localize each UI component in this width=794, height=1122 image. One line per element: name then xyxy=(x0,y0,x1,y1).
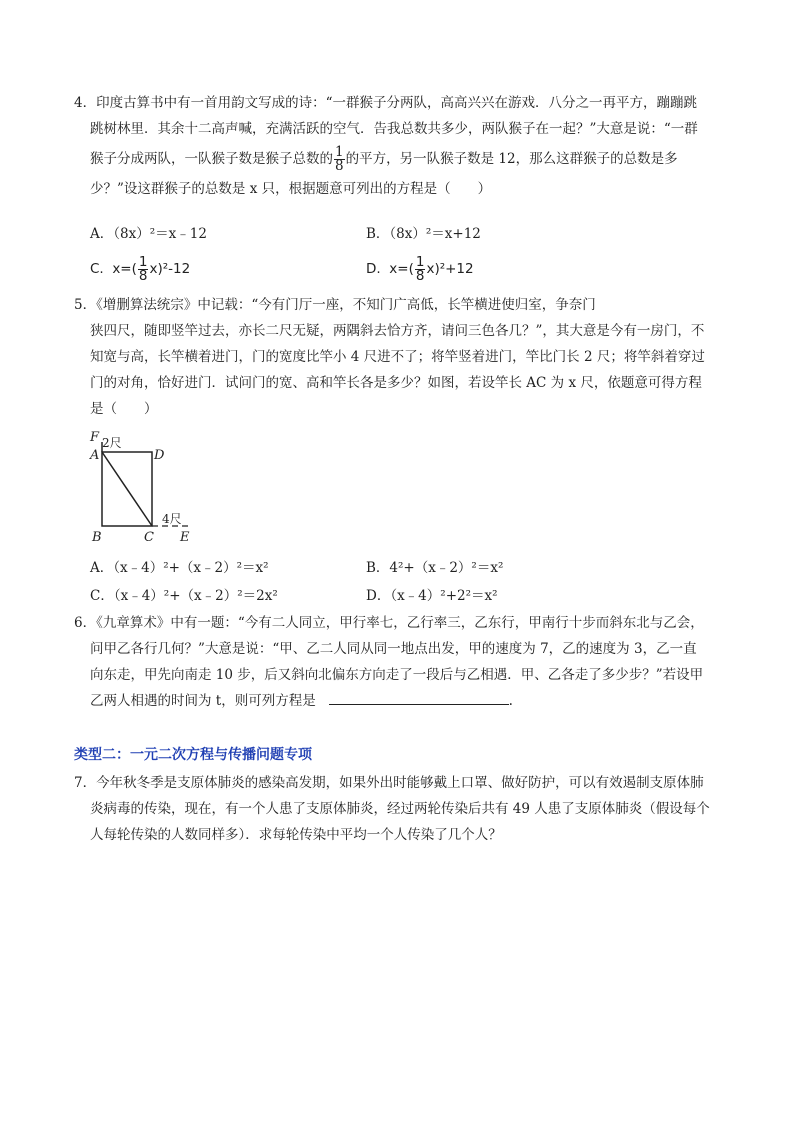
q4-option-d-prefix: D. xyxy=(366,261,381,277)
fraction-numerator: 1 xyxy=(335,144,344,160)
label-four-chi: 4尺 xyxy=(162,512,182,526)
q5-option-a: A．（x﹣4）²+（x﹣2）²＝x² xyxy=(90,560,269,576)
fraction-denominator: 8 xyxy=(138,267,148,284)
q7-line-1: 7．今年秋冬季是支原体肺炎的感染高发期，如果外出时能够戴上口罩、做好防护，可以有效遏制支原体肺 xyxy=(74,775,704,791)
q6-line-2: 问甲乙各行几何？”大意是说：“甲、乙二人同从同一地点出发，甲的速度为 7，乙的速度为 3，乙一直 xyxy=(90,641,697,657)
q5-line-2: 狭四尺，随即竖竿过去，亦长二尺无疑，两隅斜去恰方齐，请问三色各几？”，其大意是今有一房门，不 xyxy=(90,323,705,339)
q4-option-d-rhs: x)²+12 xyxy=(426,261,474,277)
q4-line-1: 4．印度古算书中有一首用韵文写成的诗：“一群猴子分两队，高高兴兴在游戏．八分之一再平方，蹦蹦跳 xyxy=(74,95,697,111)
q6-line-4 xyxy=(74,688,724,714)
q7-line-3: 人每轮传染的人数同样多）．求每轮传染中平均一个人传染了几个人？ xyxy=(90,827,502,843)
q4-line-3 xyxy=(74,142,724,176)
q5-option-d: D．（x﹣4）²+2²＝x² xyxy=(366,588,498,604)
answer-blank[interactable] xyxy=(329,690,509,705)
question-4 xyxy=(74,90,724,202)
q4-option-a: A．（8x）²＝x﹣12 xyxy=(90,226,207,242)
label-f: F xyxy=(90,430,100,445)
q7-line-2: 炎病毒的传染，现在，有一个人患了支原体肺炎，经过两轮传染后共有 49 人患了支原体肺炎（假设每个 xyxy=(90,801,710,817)
q5-option-c: C．（x﹣4）²+（x﹣2）²＝2x² xyxy=(90,588,278,604)
fraction-denominator: 8 xyxy=(415,267,425,284)
section-title-type-2: 类型二：一元二次方程与传播问题专项 xyxy=(74,747,312,763)
q4-option-d xyxy=(366,252,474,286)
question-7 xyxy=(74,770,724,848)
q4-option-d-lhs: x=( xyxy=(389,261,414,277)
label-two-chi: 2尺 xyxy=(102,436,122,450)
q4-option-c xyxy=(90,252,190,286)
q4-line-3-a: 猴子分成两队，一队猴子数是猴子总数的 xyxy=(90,151,333,167)
q6-line-1: 6．《九章算术》中有一题：“今有二人同立，甲行率七，乙行率三，乙东行，甲南行十步而斜东北与乙会， xyxy=(74,615,704,631)
q4-option-c-prefix: C. xyxy=(90,261,104,277)
q6-end-mark: . xyxy=(508,693,513,709)
label-b: B xyxy=(92,530,102,545)
q5-line-3: 知宽与高，长竿横着进门，门的宽度比竿小 4 尺进不了；将竿竖着进门，竿比门长 2 尺；将竿斜着穿过 xyxy=(90,349,705,365)
label-e: E xyxy=(180,530,190,545)
q4-option-c-rhs: x)²-12 xyxy=(149,261,191,277)
q5-option-b: B．4²+（x﹣2）²＝x² xyxy=(366,560,504,576)
q5-line-5: 是（ ） xyxy=(90,401,158,417)
label-c: C xyxy=(144,530,154,545)
q4-line-3-b: 的平方，另一队猴子数是 12，那么这群猴子的总数是多 xyxy=(345,151,678,167)
label-a: A xyxy=(90,448,100,463)
q5-line-1: 5．《增删算法统宗》中记载：“今有门厅一座，不知门广高低，长竿横进使归室，争奈门 xyxy=(74,297,596,313)
q4-option-c-lhs: x=( xyxy=(112,261,137,277)
fraction-numerator: 1 xyxy=(138,253,148,270)
question-5 xyxy=(74,292,724,422)
fraction-one-eighth xyxy=(334,146,345,173)
q6-line-3: 向东走，甲先向南走 10 步，后又斜向北偏东方向走了一段后与乙相遇．甲、乙各走了多少步？”若设甲 xyxy=(90,667,704,683)
q4-line-4: 少？”设这群猴子的总数是 x 只，根据题意可列出的方程是（ ） xyxy=(90,181,492,197)
question-6 xyxy=(74,610,724,714)
fraction-numerator: 1 xyxy=(415,253,425,270)
diagonal-ac xyxy=(102,452,152,526)
q4-line-2: 跳树林里．其余十二高声喊，充满活跃的空气．告我总数共多少，两队猴子在一起？”大意是说：“一群 xyxy=(90,121,698,137)
fraction-denominator: 8 xyxy=(335,158,344,174)
q4-option-c-fraction xyxy=(138,253,149,284)
q5-line-4: 门的对角，恰好进门．试问门的宽、高和竿长各是多少？如图，若设竿长 AC 为 x 尺，依题意可得方程 xyxy=(90,375,702,391)
label-d: D xyxy=(154,448,165,463)
q4-option-d-fraction xyxy=(415,253,426,284)
q4-option-b: B．（8x）²＝x+12 xyxy=(366,226,481,242)
q6-line-4-text: 乙两人相遇的时间为 t，则可列方程是 xyxy=(90,693,316,709)
